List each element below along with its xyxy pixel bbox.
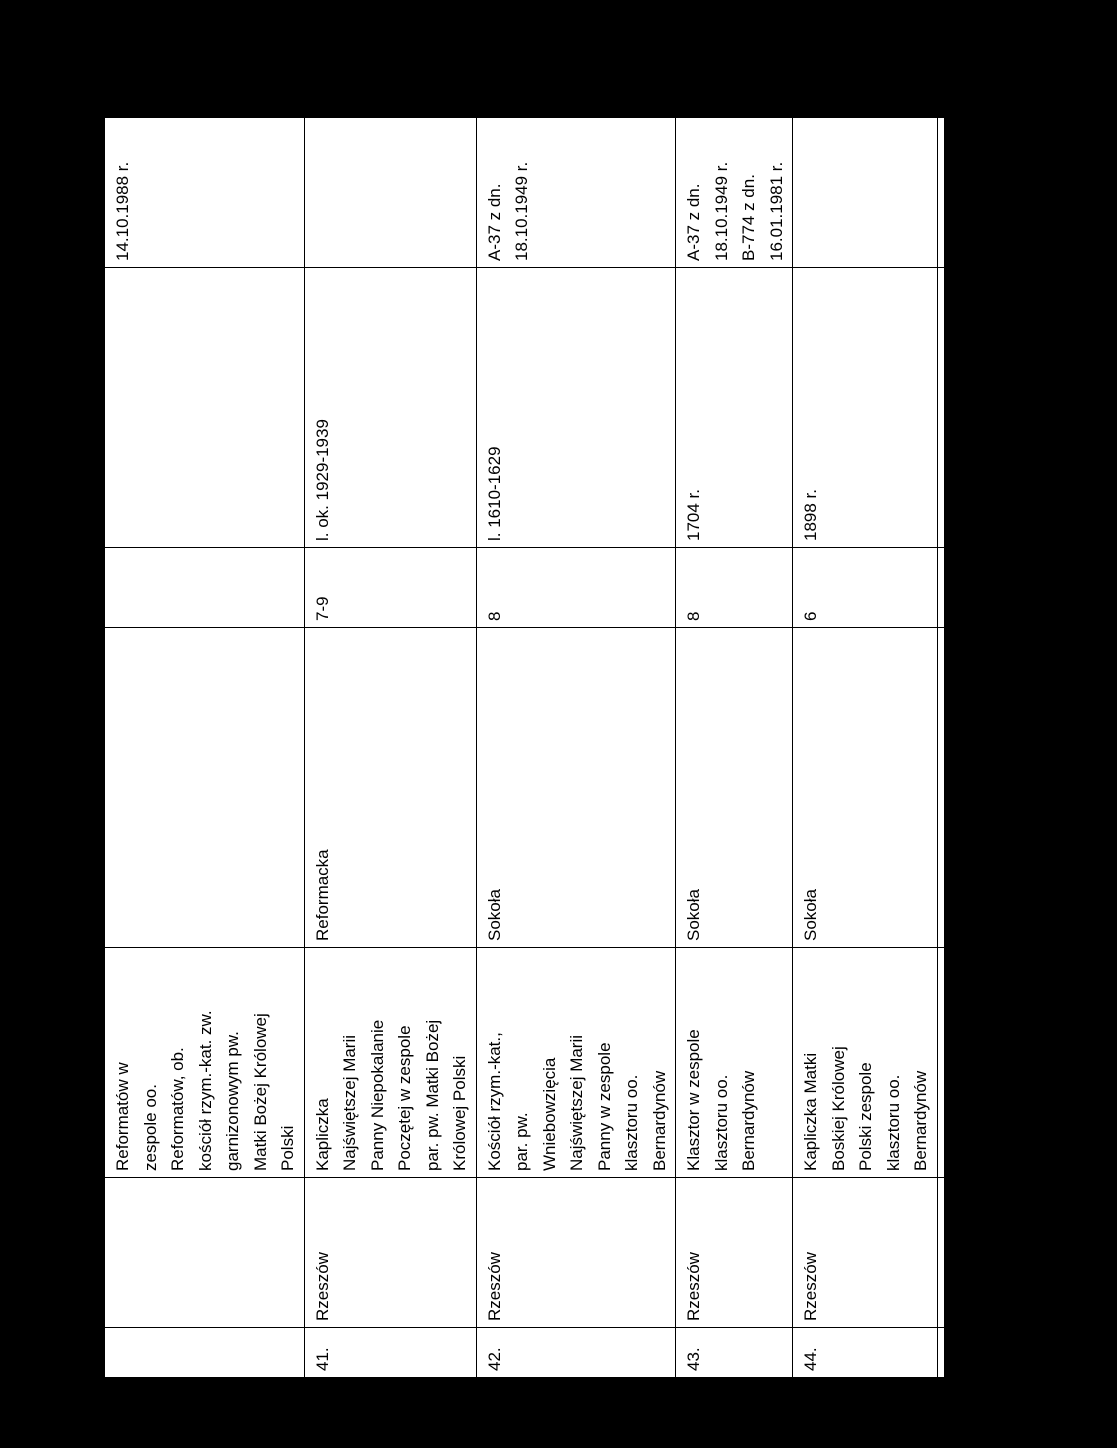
table-row: [476, 118, 676, 1378]
dating: 1889 r.: [1054, 268, 1116, 548]
town: Rzeszów: [937, 1178, 1054, 1328]
object-description: Kapliczka Matki Boskiej Królowej Polski zespole klasztoru oo. Bernardynów: [793, 948, 938, 1178]
table-row: [676, 118, 793, 1378]
house-number: 8: [937, 548, 1054, 628]
object-description: Cerkiew grek.-kat. pw. Soboru Przesławnej: [1054, 948, 1116, 1178]
register-entry: A-37 z dn. 18.10.1949 r. B-774 z dn. 16.01.1981 r.: [676, 118, 793, 268]
dating: [105, 268, 305, 548]
object-description: Kapliczka Najświętszej Marii Panny Niepokalanie Poczętej w zespole par. pw. Matki Bożej Królowej Polski: [304, 948, 476, 1178]
street: Zelwerowicza: [1054, 628, 1116, 948]
dating: 1898 r.: [793, 268, 938, 548]
register-entry: 14.10.1988 r.: [105, 118, 305, 268]
row-number: [105, 1328, 305, 1378]
town: Rzeszów: [476, 1178, 676, 1328]
row-number: 46.: [1054, 1328, 1116, 1378]
town: [105, 1178, 305, 1328]
street: [105, 628, 305, 948]
scanned-page: [104, 118, 1109, 1378]
register-entry: A-37 z dn. 18.10.1949 r.: [937, 118, 1054, 268]
house-number: [105, 548, 305, 628]
table-row: [105, 118, 305, 1378]
register-entry: [793, 118, 938, 268]
table-row: [937, 118, 1054, 1378]
register-entry: [304, 118, 476, 268]
object-description: Reformatów w zespole oo. Reformatów, ob. kościół rzym.-kat. zw. garnizonowym pw. Matki Bożej Królowej Polski: [105, 948, 305, 1178]
row-number: 41.: [304, 1328, 476, 1378]
street: Sokoła: [793, 628, 938, 948]
table-row: [793, 118, 938, 1378]
object-description: Kościół rzym.-kat., par. pw. Wniebowzięcia Najświętszej Marii Panny w zespole klasztoru oo. Bernardynów: [476, 948, 676, 1178]
town: Rzeszów–Zalesie: [1054, 1178, 1116, 1328]
street: Reformacka: [304, 628, 476, 948]
house-number: 7-9: [304, 548, 476, 628]
row-number: 43.: [676, 1328, 793, 1378]
dating: l. 1610-1629: [476, 268, 676, 548]
row-number: 42.: [476, 1328, 676, 1378]
town: Rzeszów: [793, 1178, 938, 1328]
town: Rzeszów: [304, 1178, 476, 1328]
dating: 1704 r.: [676, 268, 793, 548]
house-number: 8: [676, 548, 793, 628]
house-number: 1: [1054, 548, 1116, 628]
street: Sokoła: [676, 628, 793, 948]
register-entry: A-37 z dn. 18.10.1949 r.: [476, 118, 676, 268]
house-number: 8: [476, 548, 676, 628]
table-row: [1054, 118, 1116, 1378]
row-number: 44.: [793, 1328, 938, 1378]
dating: l. ok. 1929-1939: [304, 268, 476, 548]
dating: 1901 r.: [937, 268, 1054, 548]
town: Rzeszów: [676, 1178, 793, 1328]
street: Sokoła: [937, 628, 1054, 948]
house-number: 6: [793, 548, 938, 628]
monument-register-table: [104, 117, 1117, 1378]
object-description: Kapliczka św. Jana z Dukli zespole klasztoru oo. Bernardynów: [937, 948, 1054, 1178]
table-row: [304, 118, 476, 1378]
object-description: Klasztor w zespole klasztoru oo. Bernardynów: [676, 948, 793, 1178]
street: Sokoła: [476, 628, 676, 948]
register-entry: A-67 z dn. 27.01.2003 r.: [1054, 118, 1116, 268]
row-number: 45.: [937, 1328, 1054, 1378]
